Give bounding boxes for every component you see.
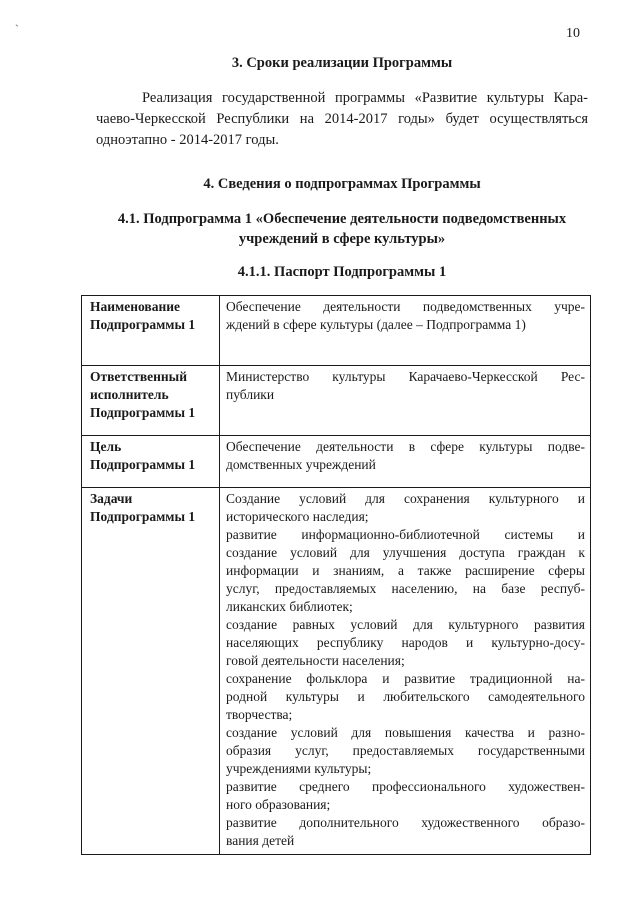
value-line: домственных учреждений bbox=[226, 457, 376, 472]
value-line: ждений в сфере культуры (далее – Подпрограмма 1) bbox=[226, 317, 526, 332]
table-row bbox=[82, 296, 591, 366]
paragraph-line: Реализация государственной программы «Развитие культуры Кара- bbox=[142, 90, 588, 106]
row-value-name bbox=[220, 296, 591, 366]
value-line: создание условий для улучшения доступа граждан к bbox=[226, 545, 585, 560]
row-value-tasks bbox=[220, 488, 591, 855]
paragraph-line: одноэтапно - 2014-2017 годы. bbox=[96, 132, 279, 148]
table-row bbox=[82, 436, 591, 488]
corner-mark: ` bbox=[15, 22, 19, 36]
value-line: творчества; bbox=[226, 707, 293, 722]
subprogram-1-title-line: 4.1. Подпрограмма 1 «Обеспечение деятельности подведомственных bbox=[117, 211, 567, 227]
row-label-executor bbox=[82, 366, 220, 436]
section-4-title: 4. Сведения о подпрограммах Программы bbox=[203, 176, 481, 192]
passport-table bbox=[81, 295, 591, 855]
label-line: Ответственный bbox=[90, 369, 187, 384]
label-line: Наименование bbox=[90, 299, 180, 314]
value-line: исторического наследия; bbox=[226, 509, 369, 524]
value-line: Обеспечение деятельности подведомственных учре- bbox=[226, 299, 585, 314]
row-label-tasks bbox=[82, 488, 220, 855]
value-line: Министерство культуры Карачаево-Черкесской Рес- bbox=[226, 369, 585, 384]
value-line: населяющих республику народов и культурно-досу- bbox=[226, 635, 585, 650]
page-number: 10 bbox=[566, 26, 580, 41]
table-row bbox=[82, 366, 591, 436]
value-line: образия услуг, предоставляемых государственными bbox=[226, 743, 585, 758]
row-value-goal bbox=[220, 436, 591, 488]
subprogram-1-title-line: учреждений в сфере культуры» bbox=[238, 231, 446, 247]
row-label-name bbox=[82, 296, 220, 366]
value-line: сохранение фольклора и развитие традиционной на- bbox=[226, 671, 585, 686]
label-line: Подпрограммы 1 bbox=[90, 457, 196, 472]
value-line: вания детей bbox=[226, 833, 295, 848]
value-line: ного образования; bbox=[226, 797, 331, 812]
label-line: Подпрограммы 1 bbox=[90, 317, 196, 332]
value-line: создание условий для повышения качества и разно- bbox=[226, 725, 585, 740]
value-line: создание равных условий для культурного развития bbox=[226, 617, 585, 632]
paragraph-line: чаево-Черкесской Республики на 2014-2017 годы» будет осуществляться bbox=[96, 111, 588, 127]
value-line: говой деятельности населения; bbox=[226, 653, 405, 668]
section-3-title: 3. Сроки реализации Программы bbox=[231, 55, 453, 71]
row-label-goal bbox=[82, 436, 220, 488]
row-value-executor bbox=[220, 366, 591, 436]
subprogram-1-title bbox=[80, 209, 604, 249]
table-row bbox=[82, 488, 591, 855]
value-line: родной культуры и любительского самодеятельного bbox=[226, 689, 585, 704]
value-line: информации и знаниям, а также расширение сферы bbox=[226, 563, 585, 578]
passport-title: 4.1.1. Паспорт Подпрограммы 1 bbox=[237, 264, 447, 280]
value-line: Создание условий для сохранения культурного и bbox=[226, 491, 585, 506]
value-line: развитие информационно-библиотечной системы и bbox=[226, 527, 585, 542]
label-line: исполнитель bbox=[90, 387, 169, 402]
value-line: услуг, предоставляемых населению, на базе респуб- bbox=[226, 581, 585, 596]
value-line: учреждениями культуры; bbox=[226, 761, 372, 776]
label-line: Цель bbox=[90, 439, 122, 454]
value-line: развитие дополнительного художественного образо- bbox=[226, 815, 585, 830]
value-line: ликанских библиотек; bbox=[226, 599, 353, 614]
value-line: Обеспечение деятельности в сфере культуры подве- bbox=[226, 439, 585, 454]
label-line: Подпрограммы 1 bbox=[90, 509, 196, 524]
section-3-paragraph bbox=[96, 88, 588, 151]
label-line: Задачи bbox=[90, 491, 133, 506]
label-line: Подпрограммы 1 bbox=[90, 405, 196, 420]
value-line: развитие среднего профессионального художествен- bbox=[226, 779, 585, 794]
value-line: публики bbox=[226, 387, 275, 402]
